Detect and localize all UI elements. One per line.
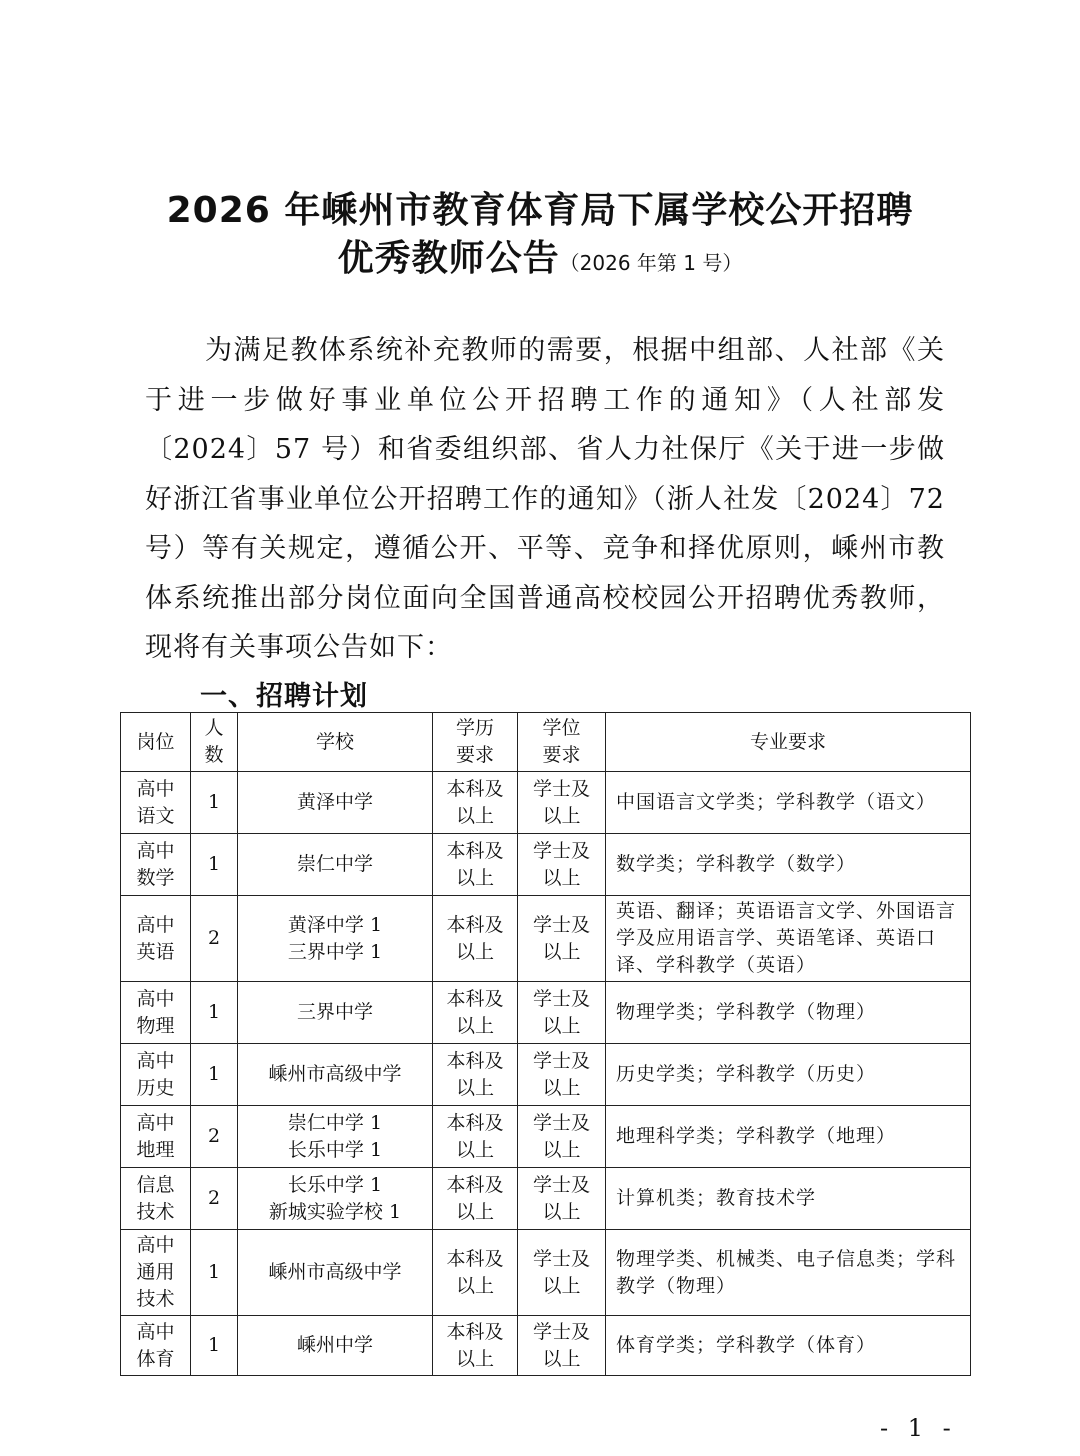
table-header-cell: [238, 713, 433, 772]
table-cell-major: 计算机类；教育技术学: [606, 1168, 971, 1230]
cell-text: 以上: [455, 1138, 494, 1161]
cell-text: 嵊州市高级中学: [268, 1063, 402, 1085]
cell-text: 体育: [136, 1347, 175, 1370]
cell-text: 以上: [542, 1200, 581, 1223]
table-cell-count: 1: [191, 982, 238, 1044]
table-cell-school: [238, 772, 433, 834]
table-cell-school: [238, 1316, 433, 1376]
cell-text: 黄泽中学 1: [287, 913, 383, 936]
table-cell-degree: [518, 982, 606, 1044]
table-header-cell: [518, 713, 606, 772]
cell-text: 高中: [136, 1049, 175, 1072]
table-cell-degree: [518, 1230, 606, 1316]
cell-text: 高中: [136, 1234, 175, 1256]
recruitment-plan-table: [120, 712, 971, 1376]
table-cell-degree: [518, 1168, 606, 1230]
cell-text: 历史: [136, 1076, 175, 1099]
table-cell-count: 2: [191, 1106, 238, 1168]
table-header-cell: [606, 713, 971, 772]
cell-text: 以上: [455, 1274, 494, 1297]
header-text: 要求: [542, 744, 581, 766]
table-row: [121, 834, 971, 896]
cell-text: 本科及: [446, 987, 504, 1010]
table-cell-major: 历史学类；学科教学（历史）: [606, 1044, 971, 1106]
cell-text: 长乐中学 1: [287, 1138, 383, 1161]
cell-text: 以上: [542, 866, 581, 889]
cell-text: 信息: [136, 1173, 175, 1196]
cell-text: 崇仁中学 1: [287, 1111, 383, 1134]
table-cell-major: 物理学类、机械类、电子信息类；学科教学（物理）: [606, 1230, 971, 1316]
cell-text: 高中: [136, 987, 175, 1010]
table-row: [121, 1316, 971, 1376]
table-row: [121, 1230, 971, 1316]
table-cell-degree: [518, 896, 606, 982]
cell-text: 三界中学: [296, 1001, 373, 1023]
cell-text: 英语: [136, 940, 175, 963]
header-text: 岗位: [136, 730, 175, 753]
table-cell-school: [238, 1106, 433, 1168]
table-cell-degree: [518, 1106, 606, 1168]
table-cell-count: 1: [191, 772, 238, 834]
cell-text: 以上: [542, 1014, 581, 1037]
document-title-main: 优秀教师公告: [337, 238, 560, 279]
header-text: 要求: [455, 744, 494, 766]
table-row: [121, 982, 971, 1044]
table-header-row: [121, 713, 971, 772]
table-cell-post: [121, 772, 191, 834]
cell-text: 黄泽中学: [296, 791, 373, 813]
table-cell-school: [238, 1044, 433, 1106]
table-cell-school: [238, 1168, 433, 1230]
table-cell-school: [238, 834, 433, 896]
table-cell-major: 中国语言文学类；学科教学（语文）: [606, 772, 971, 834]
table-header-cell: [191, 713, 238, 772]
table-cell-school: [238, 982, 433, 1044]
cell-text: 高中: [136, 839, 175, 862]
table-cell-school: [238, 896, 433, 982]
cell-text: 以上: [455, 1014, 494, 1037]
cell-text: 学士及: [532, 1049, 590, 1072]
header-text: 学校: [315, 730, 354, 753]
cell-text: 以上: [542, 1347, 581, 1370]
table-row: [121, 896, 971, 982]
cell-text: 长乐中学 1: [287, 1173, 383, 1196]
cell-text: 以上: [455, 866, 494, 889]
table-cell-count: 2: [191, 1168, 238, 1230]
cell-text: 物理: [136, 1014, 175, 1037]
table-cell-post: [121, 982, 191, 1044]
cell-text: 数学: [136, 866, 175, 889]
cell-text: 以上: [542, 940, 581, 963]
cell-text: 高中: [136, 1111, 175, 1134]
section-heading-recruitment-plan: 一、招聘计划: [200, 681, 368, 712]
cell-text: 语文: [136, 804, 175, 827]
header-text: 数: [204, 744, 224, 766]
cell-text: 地理: [136, 1138, 175, 1161]
table-cell-post: [121, 1230, 191, 1316]
cell-text: 本科及: [446, 1173, 504, 1196]
cell-text: 本科及: [446, 913, 504, 936]
cell-text: 学士及: [532, 1111, 590, 1134]
cell-text: 学士及: [532, 987, 590, 1010]
cell-text: 崇仁中学: [296, 853, 373, 875]
cell-text: 本科及: [446, 1049, 504, 1072]
cell-text: 本科及: [446, 1111, 504, 1134]
cell-text: 以上: [455, 1200, 494, 1223]
table-cell-degree: [518, 834, 606, 896]
cell-text: 学士及: [532, 913, 590, 936]
table-cell-edu: [433, 1316, 518, 1376]
cell-text: 学士及: [532, 1320, 590, 1343]
table-cell-edu: [433, 1230, 518, 1316]
table-cell-count: 1: [191, 1316, 238, 1376]
table-header-cell: [433, 713, 518, 772]
cell-text: 高中: [136, 913, 175, 936]
table-cell-edu: [433, 834, 518, 896]
table-cell-school: [238, 1230, 433, 1316]
table-cell-count: 2: [191, 896, 238, 982]
cell-text: 以上: [455, 1347, 494, 1370]
page-number: - 1 -: [880, 1414, 957, 1442]
cell-text: 学士及: [532, 1173, 590, 1196]
cell-text: 以上: [542, 804, 581, 827]
cell-text: 技术: [136, 1288, 175, 1310]
cell-text: 以上: [455, 804, 494, 827]
cell-text: 以上: [455, 940, 494, 963]
header-text: 专业要求: [749, 730, 826, 753]
table-cell-edu: [433, 982, 518, 1044]
header-text: 学历: [455, 717, 494, 739]
cell-text: 本科及: [446, 839, 504, 862]
table-cell-count: 1: [191, 1230, 238, 1316]
cell-text: 学士及: [532, 839, 590, 862]
table-row: [121, 1044, 971, 1106]
cell-text: 以上: [542, 1076, 581, 1099]
cell-text: 嵊州市高级中学: [268, 1261, 402, 1283]
cell-text: 嵊州中学: [296, 1334, 373, 1356]
document-title-line2: [0, 230, 1080, 281]
table-cell-edu: [433, 1106, 518, 1168]
table-cell-count: 1: [191, 1044, 238, 1106]
table-cell-major: 体育学类；学科教学（体育）: [606, 1316, 971, 1376]
table-cell-edu: [433, 896, 518, 982]
table-cell-edu: [433, 772, 518, 834]
table-cell-edu: [433, 1044, 518, 1106]
cell-text: 以上: [455, 1076, 494, 1099]
cell-text: 本科及: [446, 777, 504, 800]
cell-text: 本科及: [446, 1247, 504, 1270]
intro-paragraph: 为满足教体系统补充教师的需要，根据中组部、人社部《关于进一步做好事业单位公开招聘工作的通知》（人社部发〔2024〕57 号）和省委组织部、省人力社保厅《关于进一步做好浙江省事业单位公开招聘工作的通知》（浙人社发〔2024〕72 号）等有关规定，遵循公开、平等、竞争和择优原则，嵊州市教体系统推出部分岗位面向全国普通高校校园公开招聘优秀教师，现将有关事项公告如下：: [145, 335, 945, 663]
cell-text: 以上: [542, 1274, 581, 1297]
table-cell-post: [121, 1168, 191, 1230]
cell-text: 新城实验学校 1: [268, 1200, 402, 1223]
table-row: [121, 772, 971, 834]
table-cell-count: 1: [191, 834, 238, 896]
table-cell-post: [121, 896, 191, 982]
cell-text: 学士及: [532, 777, 590, 800]
header-text: 人: [204, 717, 224, 739]
table-cell-post: [121, 1044, 191, 1106]
cell-text: 高中: [136, 1320, 175, 1343]
table-cell-major: 英语、翻译；英语语言文学、外国语言学及应用语言学、英语笔译、英语口译、学科教学（英语）: [606, 896, 971, 982]
table-header-cell: [121, 713, 191, 772]
table-row: [121, 1106, 971, 1168]
table-cell-degree: [518, 1316, 606, 1376]
table-cell-degree: [518, 1044, 606, 1106]
cell-text: 高中: [136, 777, 175, 800]
table-cell-post: [121, 1316, 191, 1376]
cell-text: 通用: [136, 1261, 175, 1283]
cell-text: 本科及: [446, 1320, 504, 1343]
table-cell-degree: [518, 772, 606, 834]
table-cell-major: 数学类；学科教学（数学）: [606, 834, 971, 896]
table-cell-edu: [433, 1168, 518, 1230]
document-issue-number: （2026 年第 1 号）: [559, 251, 743, 275]
table-cell-major: 物理学类；学科教学（物理）: [606, 982, 971, 1044]
document-title-line1: 2026 年嵊州市教育体育局下属学校公开招聘: [166, 190, 914, 231]
cell-text: 学士及: [532, 1247, 590, 1270]
cell-text: 三界中学 1: [287, 940, 383, 963]
table-cell-major: 地理科学类；学科教学（地理）: [606, 1106, 971, 1168]
table-cell-post: [121, 834, 191, 896]
cell-text: 以上: [542, 1138, 581, 1161]
table-row: [121, 1168, 971, 1230]
cell-text: 技术: [136, 1200, 175, 1223]
table-cell-post: [121, 1106, 191, 1168]
header-text: 学位: [542, 717, 581, 739]
